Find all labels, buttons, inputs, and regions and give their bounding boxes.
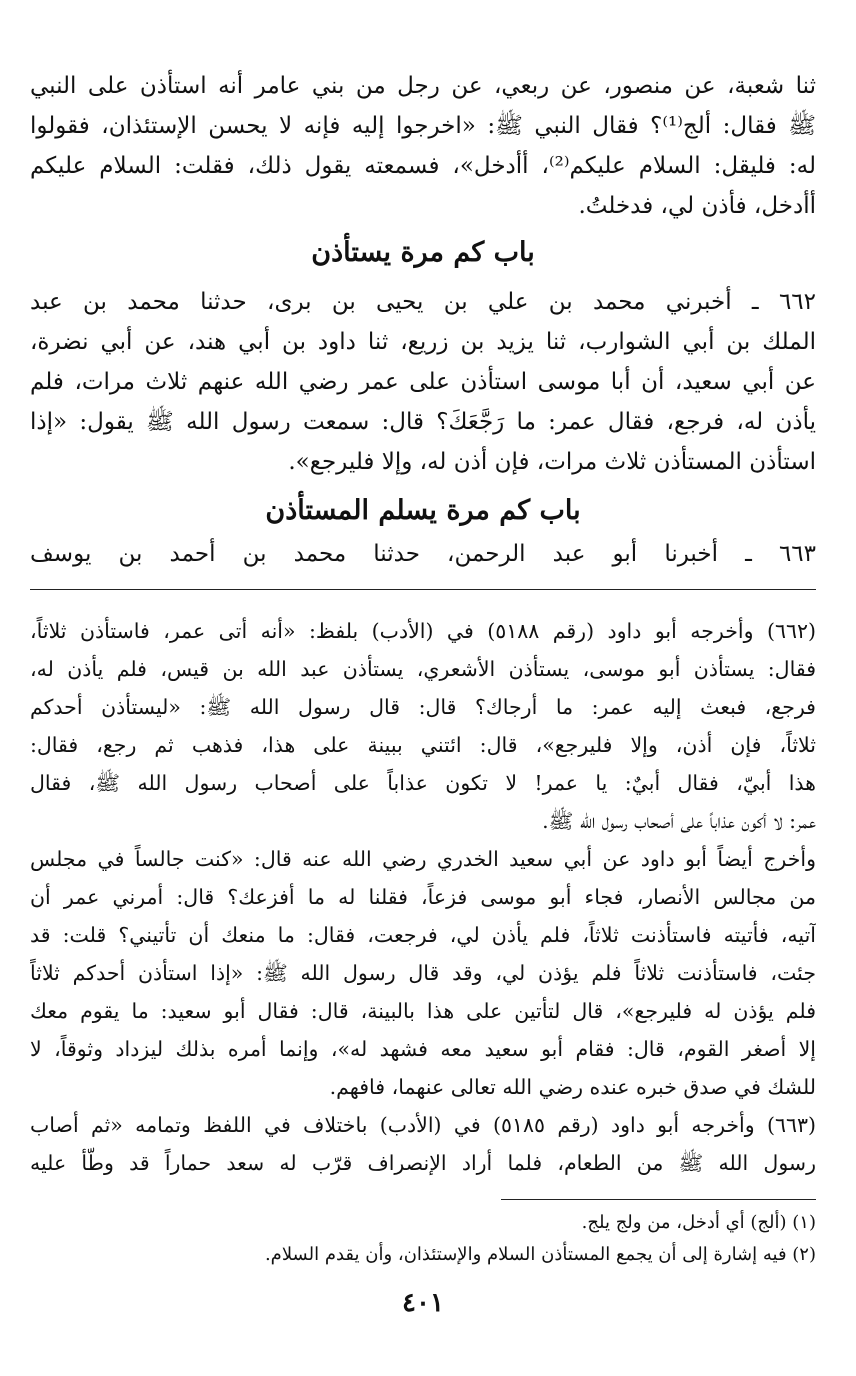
chapter-heading: باب كم مرة يستأذن [311,237,535,268]
hadith-662-line: الملك بن أبي الشوارب، ثنا يزيد بن زريع، ثنا داود بن أبي هند، عن أبي نضرة، [30,329,816,355]
note-line: إلا أصغر القوم، قال: فقام أبو سعيد معه فشهد له»، وإنما أمره بذلك ليزداد وثوقاً، لا [30,1037,816,1061]
note-line: للشك في صدق خبره عنده رضي الله تعالى عنهما، فافهم. [329,1075,816,1099]
chapter-heading: باب كم مرة يسلم المستأذن [265,495,581,526]
note-line: فقال: يستأذن أبو موسى، يستأذن الأشعري، يستأذن عبد الله بن قيس، فلم يأذن له، [30,657,816,681]
hadith-662-line: ٦٦٢ ـ أخبرني محمد بن علي بن يحيى بن برى، حدثنا محمد بن عبد [30,289,816,315]
main-text-line: ﷺ فقال: ألج⁽¹⁾؟ فقال النبي ﷺ: «اخرجوا إليه فإنه لا يحسن الإستئذان، فقولوا [30,113,816,139]
main-text-line: له: فليقل: السلام عليكم⁽²⁾، أأدخل»، فسمعته يقول ذلك، فقلت: السلام عليكم [30,153,816,179]
note-line: ثلاثاً، فإن أذن، وإلا فليرجع»، قال: ائتني ببينة على هذا، فذهب ثم رجع، فقال: [30,733,816,757]
main-text-line: ثنا شعبة، عن منصور، عن ربعي، عن رجل من بني عامر أنه استأذن على النبي [30,73,816,99]
note-line: هذا أبيّ، فقال أبيٌ: يا عمر! لا تكون عذاباً على أصحاب رسول الله ﷺ، فقال [30,771,816,795]
book-page [30,0,816,1376]
note-line: (٦٦٢) وأخرجه أبو داود (رقم ٥١٨٨) في (الأدب) بلفظ: «أنه أتى عمر، فاستأذن ثلاثاً، [30,619,816,643]
note-line: فلم يؤذن له فليرجع»، قال لتأتين على هذا بالبينة، قال: فقال أبو سعيد: ما يقوم معك [30,999,816,1023]
footnote: (٢) فيه إشارة إلى أن يجمع المستأذن السلام والإستئذان، وأن يقدم السلام. [264,1244,816,1265]
note-line: (٦٦٣) وأخرجه أبو داود (رقم ٥١٨٥) في (الأدب) باختلاف في اللفظ وتمامه «ثم أصاب [30,1113,816,1137]
note-line: رسول الله ﷺ من الطعام، فلما أراد الإنصراف قرّب له سعد حماراً قد وطّأ عليه [30,1151,816,1175]
note-line: فرجع، فبعث إليه عمر: ما أرجاك؟ قال: قال رسول الله ﷺ: «ليستأذن أحدكم [30,695,816,719]
hadith-662-line: استأذن المستأذن ثلاث مرات، فإن أذن له، وإلا فليرجع». [288,449,816,475]
hadith-662-line: عن أبي سعيد، أن أبا موسى استأذن على عمر رضي الله عنهم ثلاث مرات، فلم [30,369,816,395]
footnote-separator [501,1199,816,1200]
note-line: وأخرج أيضاً أبو داود عن أبي سعيد الخدري رضي الله عنه قال: «كنت جالساً في مجلس [30,847,816,871]
note-line: عمر: لا أكون عذاباً على أصحاب رسول الله ﷺ. [542,809,816,833]
footnote: (١) (ألج) أي أدخل، من ولج يلج. [581,1212,816,1233]
note-line: من مجالس الأنصار، فجاء أبو موسى فزعاً، فقلنا له ما أفزعك؟ قال: أمرني عمر أن [30,885,816,909]
page-number: ٤٠١ [402,1288,444,1318]
note-line: جئت، فاستأذنت ثلاثاً فلم يؤذن لي، وقد قال رسول الله ﷺ: «إذا استأذن أحدكم ثلاثاً [30,961,816,985]
note-line: آتيه، فأتيته فاستأذنت ثلاثاً، فلم يأذن لي، فرجعت، فقال: ما منعك أن تأتيني؟ قلت: قد [30,923,816,947]
hadith-663-line: ٦٦٣ ـ أخبرنا أبو عبد الرحمن، حدثنا محمد بن أحمد بن يوسف [30,541,816,567]
hadith-662-line: يأذن له، فرجع، فقال عمر: ما رَجَّعَكَ؟ قال: سمعت رسول الله ﷺ يقول: «إذا [30,409,816,435]
notes-separator [30,589,816,590]
main-text-line: أأدخل، فأذن لي، فدخلتُ. [578,193,816,219]
